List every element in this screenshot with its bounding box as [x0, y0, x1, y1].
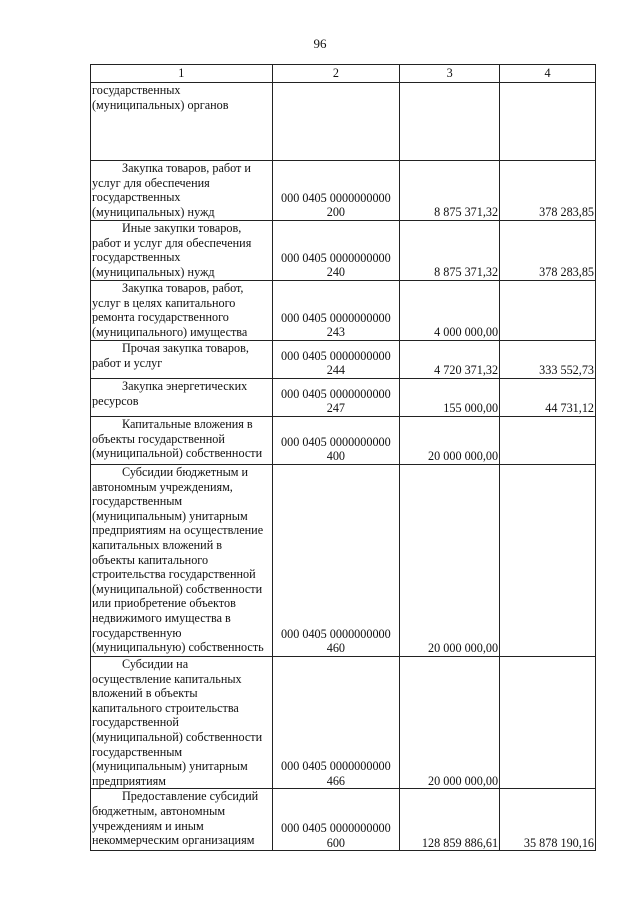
row-amount-col3	[400, 83, 500, 161]
row-name-line: капитальных вложений в	[92, 537, 223, 552]
row-name-line: (муниципальным) унитарным	[92, 759, 248, 774]
table-body	[91, 83, 596, 851]
row-name-line: (муниципальным) унитарным	[92, 508, 248, 523]
table-row	[91, 83, 596, 161]
row-name-cell	[91, 657, 273, 789]
row-name-line: государственных	[92, 190, 181, 205]
row-name-cell	[91, 221, 273, 281]
row-code-line: 000 0405 0000000000	[281, 759, 391, 774]
row-code-line: 000 0405 0000000000	[281, 386, 391, 401]
row-name-line: Субсидии на	[122, 657, 189, 671]
row-name-line: услуг для обеспечения	[92, 175, 210, 190]
row-amount-col4: 378 283,85	[500, 161, 596, 221]
row-code-line: 000 0405 0000000000	[281, 626, 391, 641]
row-amount-col3: 4 720 371,32	[400, 341, 500, 379]
row-amount-col3: 8 875 371,32	[400, 221, 500, 281]
column-header-3: 3	[400, 65, 500, 83]
row-name-line: Прочая закупка товаров,	[122, 341, 249, 355]
row-name-line: государственную	[92, 625, 182, 640]
row-amount-col3: 128 859 886,61	[400, 789, 500, 851]
row-code-line: 000 0405 0000000000	[281, 310, 391, 325]
row-code-cell	[272, 281, 400, 341]
row-name-line: некоммерческим организациям	[92, 833, 255, 848]
row-name-line: работ и услуг для обеспечения	[92, 235, 252, 250]
row-name-line: Субсидии бюджетным и	[122, 465, 249, 479]
row-code-line: 000 0405 0000000000	[281, 821, 391, 836]
table-row	[91, 281, 596, 341]
row-code-cell	[272, 657, 400, 789]
row-name-line: или приобретение объектов	[92, 596, 236, 611]
row-amount-col4	[500, 83, 596, 161]
row-name-cell	[91, 789, 273, 851]
table-row	[91, 221, 596, 281]
row-name-line: предприятиям	[92, 773, 166, 788]
row-name-line: учреждениям и иным	[92, 818, 204, 833]
table-row	[91, 417, 596, 465]
row-name-line: государственных	[92, 83, 181, 97]
row-name-line: Капитальные вложения в	[122, 417, 253, 431]
row-name-line: капитального строительства	[92, 700, 239, 715]
row-name-line: недвижимого имущества в	[92, 610, 231, 625]
row-code-cell	[272, 789, 400, 851]
row-name-line: предприятиям на осуществление	[92, 523, 264, 538]
table-row	[91, 341, 596, 379]
row-name-line: (муниципальной) собственности	[92, 729, 263, 744]
row-name-cell	[91, 281, 273, 341]
row-code-line: 600	[326, 835, 346, 850]
table-row	[91, 161, 596, 221]
row-amount-col3: 8 875 371,32	[400, 161, 500, 221]
page-number: 96	[313, 36, 327, 51]
row-name-line: (муниципальных) органов	[92, 97, 229, 112]
row-name-line: (муниципальных) нужд	[92, 264, 215, 279]
row-name-line: (муниципальной) собственности	[92, 446, 263, 461]
row-name-line: (муниципального) имущества	[92, 324, 248, 339]
row-code-line: 000 0405 0000000000	[281, 348, 391, 363]
row-name-line: (муниципальную) собственность	[92, 640, 264, 655]
row-name-line: осуществление капитальных	[92, 671, 242, 686]
row-amount-col4: 35 878 190,16	[500, 789, 596, 851]
row-name-line: услуг в целях капитального	[92, 295, 236, 310]
table-row	[91, 657, 596, 789]
row-name-line: работ и услуг	[92, 355, 163, 370]
column-header-1: 1	[91, 65, 273, 83]
row-amount-col4: 378 283,85	[500, 221, 596, 281]
table-header-row	[91, 65, 596, 83]
row-code-line: 240	[326, 265, 346, 280]
row-code-line: 247	[326, 401, 346, 416]
row-name-line: Предоставление субсидий	[122, 789, 259, 804]
row-name-cell	[91, 341, 273, 379]
row-code-cell	[272, 465, 400, 657]
row-code-cell	[272, 341, 400, 379]
table-row	[91, 379, 596, 417]
row-amount-col3: 155 000,00	[400, 379, 500, 417]
column-header-2: 2	[272, 65, 400, 83]
row-code-line: 460	[326, 641, 346, 656]
row-code-cell	[272, 221, 400, 281]
row-name-line: автономным учреждениям,	[92, 479, 233, 494]
row-name-line: государственным	[92, 744, 183, 759]
row-amount-col3: 4 000 000,00	[400, 281, 500, 341]
row-code-line: 243	[326, 325, 346, 340]
row-amount-col4	[500, 465, 596, 657]
row-code-cell	[272, 83, 400, 161]
row-name-line: ремонта государственного	[92, 310, 229, 325]
row-amount-col4	[500, 417, 596, 465]
row-code-line: 466	[326, 773, 346, 788]
row-amount-col3: 20 000 000,00	[400, 465, 500, 657]
row-code-line: 000 0405 0000000000	[281, 434, 391, 449]
row-amount-col4	[500, 657, 596, 789]
row-code-line: 000 0405 0000000000	[281, 250, 391, 265]
row-name-line: Иные закупки товаров,	[122, 221, 242, 235]
row-name-line: Закупка энергетических	[122, 379, 248, 393]
row-name-line: объекты государственной	[92, 431, 225, 446]
row-name-line: государственных	[92, 250, 181, 265]
row-amount-col4: 333 552,73	[500, 341, 596, 379]
row-name-line: бюджетным, автономным	[92, 803, 226, 818]
table-row	[91, 465, 596, 657]
row-name-line: Закупка товаров, работ и	[122, 161, 251, 175]
row-name-line: государственной	[92, 715, 179, 730]
row-name-line: объекты капитального	[92, 552, 209, 567]
table-row	[91, 789, 596, 851]
row-amount-col3: 20 000 000,00	[400, 417, 500, 465]
row-name-line: (муниципальных) нужд	[92, 204, 215, 219]
row-name-line: государственным	[92, 494, 183, 509]
row-amount-col3: 20 000 000,00	[400, 657, 500, 789]
row-code-line: 200	[326, 205, 346, 220]
row-name-line: вложений в объекты	[92, 686, 198, 701]
column-header-4: 4	[500, 65, 596, 83]
row-name-cell	[91, 161, 273, 221]
row-name-line: (муниципальной) собственности	[92, 581, 263, 596]
row-code-cell	[272, 379, 400, 417]
row-name-line: ресурсов	[92, 393, 139, 408]
row-name-cell	[91, 379, 273, 417]
row-name-cell	[91, 417, 273, 465]
row-code-cell	[272, 417, 400, 465]
row-name-line: строительства государственной	[92, 567, 256, 582]
budget-table	[90, 64, 596, 851]
row-name-cell	[91, 83, 273, 161]
row-amount-col4: 44 731,12	[500, 379, 596, 417]
row-name-line: Закупка товаров, работ,	[122, 281, 244, 295]
row-code-line: 000 0405 0000000000	[281, 190, 391, 205]
row-code-cell	[272, 161, 400, 221]
row-name-cell	[91, 465, 273, 657]
row-code-line: 400	[326, 449, 346, 464]
row-amount-col4	[500, 281, 596, 341]
row-code-line: 244	[326, 363, 346, 378]
